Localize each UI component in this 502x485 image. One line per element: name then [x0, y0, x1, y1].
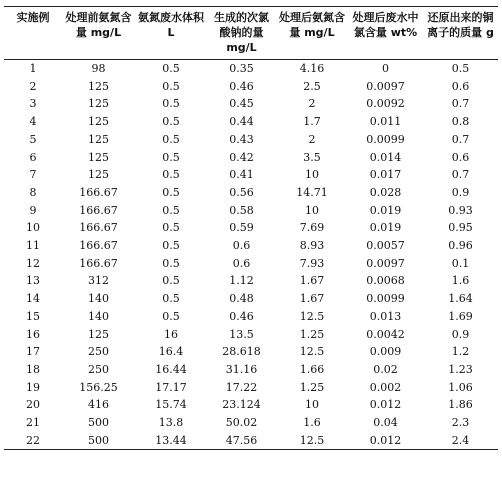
cell-ammonia-after: 10 [305, 168, 319, 182]
cell-ammonia-before: 156.25 [79, 380, 118, 394]
table-row [4, 343, 498, 361]
cell-ammonia-before: 166.67 [79, 239, 118, 253]
table-body [4, 60, 498, 450]
cell-wastewater-volume: 15.74 [155, 398, 187, 412]
cell-wastewater-volume: 13.44 [155, 433, 187, 447]
header-hypochlorite-amount: 生成的次氯酸钠的量 mg/L [214, 11, 269, 54]
cell-ammonia-before: 125 [88, 97, 109, 111]
cell-copper-mass: 0.1 [451, 256, 470, 270]
cell-hypochlorite-amount: 1.12 [229, 274, 254, 288]
cell-example: 1 [29, 62, 37, 75]
cell-copper-mass: 1.06 [448, 380, 473, 394]
cell-example: 3 [29, 97, 37, 111]
cell-example: 13 [26, 274, 40, 288]
cell-hypochlorite-amount: 23.124 [222, 398, 261, 412]
cell-chlorine-content: 0 [382, 62, 389, 75]
table-header [4, 7, 498, 60]
table-row [4, 379, 498, 397]
cell-copper-mass: 1.64 [448, 292, 473, 306]
cell-hypochlorite-amount: 0.42 [229, 150, 254, 164]
header-wastewater-volume: 氨氮废水体积 L [138, 11, 204, 39]
cell-example: 19 [26, 380, 40, 394]
cell-wastewater-volume: 16 [164, 327, 178, 341]
cell-copper-mass: 0.7 [451, 132, 470, 146]
cell-hypochlorite-amount: 0.46 [229, 79, 254, 93]
cell-copper-mass: 0.93 [448, 203, 473, 217]
cell-hypochlorite-amount: 0.41 [229, 168, 254, 182]
cell-ammonia-before: 125 [88, 132, 109, 146]
results-table [4, 6, 498, 450]
cell-wastewater-volume: 0.5 [162, 168, 180, 182]
cell-example: 8 [29, 185, 37, 199]
cell-ammonia-before: 166.67 [79, 221, 118, 235]
cell-copper-mass: 1.86 [448, 398, 473, 412]
cell-copper-mass: 0.6 [451, 150, 470, 164]
cell-wastewater-volume: 0.5 [162, 79, 180, 93]
cell-wastewater-volume: 0.5 [162, 221, 180, 235]
cell-wastewater-volume: 0.5 [162, 203, 180, 217]
cell-chlorine-content: 0.019 [369, 203, 402, 217]
cell-ammonia-after: 10 [305, 203, 319, 217]
cell-chlorine-content: 0.012 [369, 398, 402, 412]
cell-hypochlorite-amount: 47.56 [225, 433, 258, 447]
cell-wastewater-volume: 0.5 [162, 132, 180, 146]
cell-ammonia-before: 500 [88, 433, 109, 447]
table-row [4, 272, 498, 290]
table-row [4, 414, 498, 432]
cell-ammonia-after: 14.71 [296, 185, 328, 199]
table-row [4, 149, 498, 167]
cell-chlorine-content: 0.017 [369, 168, 402, 182]
cell-hypochlorite-amount: 0.45 [229, 97, 254, 111]
cell-example: 16 [26, 327, 40, 341]
cell-ammonia-after: 12.5 [299, 345, 325, 359]
cell-example: 22 [26, 433, 40, 447]
cell-chlorine-content: 0.013 [369, 309, 402, 323]
table-row [4, 95, 498, 113]
cell-chlorine-content: 0.019 [369, 221, 402, 235]
cell-example: 6 [29, 150, 37, 164]
cell-example: 14 [26, 292, 40, 306]
cell-example: 20 [26, 398, 40, 412]
cell-chlorine-content: 0.002 [369, 380, 402, 394]
cell-chlorine-content: 0.02 [373, 362, 398, 376]
cell-ammonia-after: 1.25 [299, 327, 325, 341]
cell-ammonia-before: 166.67 [79, 203, 118, 217]
cell-ammonia-after: 10 [305, 398, 319, 412]
cell-wastewater-volume: 16.4 [158, 345, 184, 359]
cell-ammonia-after: 4.16 [299, 62, 325, 75]
cell-hypochlorite-amount: 31.16 [225, 362, 258, 376]
cell-ammonia-after: 3.5 [303, 150, 321, 164]
cell-ammonia-after: 12.5 [299, 433, 325, 447]
cell-copper-mass: 0.9 [451, 185, 470, 199]
header-ammonia-after: 处理后氨氮含量 mg/L [279, 11, 345, 39]
table-row [4, 166, 498, 184]
header-copper-mass: 还原出来的铜离子的质量 g [427, 11, 494, 39]
cell-ammonia-before: 140 [88, 309, 109, 323]
cell-wastewater-volume: 0.5 [162, 292, 180, 306]
table-row [4, 219, 498, 237]
cell-ammonia-before: 166.67 [79, 185, 118, 199]
cell-ammonia-after: 1.67 [299, 292, 325, 306]
cell-copper-mass: 0.8 [451, 115, 470, 129]
cell-chlorine-content: 0.014 [369, 150, 402, 164]
cell-hypochlorite-amount: 0.46 [229, 309, 254, 323]
cell-example: 9 [29, 203, 37, 217]
cell-hypochlorite-amount: 0.35 [229, 62, 254, 75]
table-row [4, 396, 498, 414]
cell-chlorine-content: 0.0097 [366, 256, 405, 270]
cell-wastewater-volume: 0.5 [162, 150, 180, 164]
cell-wastewater-volume: 13.8 [158, 416, 184, 430]
header-chlorine-content: 处理后废水中氯含量 wt% [352, 11, 419, 39]
cell-ammonia-after: 1.66 [299, 362, 325, 376]
cell-ammonia-after: 1.67 [299, 274, 325, 288]
cell-wastewater-volume: 0.5 [162, 309, 180, 323]
cell-hypochlorite-amount: 0.43 [229, 132, 254, 146]
cell-copper-mass: 2.3 [451, 416, 470, 430]
cell-example: 17 [26, 345, 40, 359]
table-row [4, 326, 498, 344]
cell-hypochlorite-amount: 13.5 [229, 327, 254, 341]
table-row [4, 202, 498, 220]
cell-wastewater-volume: 0.5 [162, 115, 180, 129]
cell-ammonia-after: 8.93 [299, 239, 325, 253]
cell-ammonia-before: 166.67 [79, 256, 118, 270]
cell-ammonia-before: 98 [91, 62, 106, 75]
cell-ammonia-before: 140 [88, 292, 109, 306]
cell-chlorine-content: 0.009 [369, 345, 402, 359]
cell-ammonia-before: 500 [88, 416, 109, 430]
cell-hypochlorite-amount: 0.6 [232, 239, 251, 253]
cell-ammonia-after: 2.5 [303, 79, 321, 93]
cell-ammonia-after: 2 [308, 132, 316, 146]
cell-copper-mass: 0.96 [448, 239, 473, 253]
cell-hypochlorite-amount: 0.56 [229, 185, 254, 199]
table-row [4, 113, 498, 131]
cell-example: 21 [26, 416, 40, 430]
cell-copper-mass: 1.6 [451, 274, 470, 288]
cell-hypochlorite-amount: 0.48 [229, 292, 254, 306]
cell-copper-mass: 0.9 [451, 327, 470, 341]
cell-ammonia-before: 250 [88, 345, 109, 359]
cell-example: 18 [26, 362, 40, 376]
cell-wastewater-volume: 0.5 [162, 62, 180, 75]
cell-hypochlorite-amount: 50.02 [225, 416, 258, 430]
table-row [4, 432, 498, 450]
cell-hypochlorite-amount: 17.22 [225, 380, 258, 394]
cell-wastewater-volume: 0.5 [162, 185, 180, 199]
cell-copper-mass: 1.23 [448, 362, 473, 376]
cell-ammonia-before: 125 [88, 168, 109, 182]
cell-chlorine-content: 0.011 [369, 115, 402, 129]
cell-ammonia-before: 312 [88, 274, 109, 288]
cell-copper-mass: 0.6 [451, 79, 470, 93]
cell-ammonia-after: 1.6 [303, 416, 321, 430]
cell-copper-mass: 2.4 [451, 433, 470, 447]
cell-hypochlorite-amount: 0.44 [229, 115, 254, 129]
cell-copper-mass: 0.5 [451, 62, 470, 75]
cell-chlorine-content: 0.0097 [366, 79, 405, 93]
cell-ammonia-after: 2 [308, 97, 316, 111]
cell-chlorine-content: 0.0042 [366, 327, 405, 341]
cell-hypochlorite-amount: 0.59 [229, 221, 254, 235]
cell-chlorine-content: 0.0057 [366, 239, 405, 253]
cell-copper-mass: 0.95 [448, 221, 473, 235]
cell-wastewater-volume: 0.5 [162, 97, 180, 111]
header-row [4, 7, 498, 60]
table-row [4, 60, 498, 78]
cell-copper-mass: 1.69 [448, 309, 473, 323]
cell-example: 4 [29, 115, 37, 129]
cell-example: 15 [26, 309, 40, 323]
cell-ammonia-before: 416 [88, 398, 109, 412]
table-row [4, 290, 498, 308]
cell-chlorine-content: 0.0099 [366, 132, 405, 146]
cell-ammonia-after: 1.7 [303, 115, 321, 129]
table-row [4, 78, 498, 96]
cell-example: 2 [29, 79, 37, 93]
cell-ammonia-before: 125 [88, 150, 109, 164]
cell-wastewater-volume: 0.5 [162, 274, 180, 288]
cell-chlorine-content: 0.04 [373, 416, 398, 430]
cell-hypochlorite-amount: 0.6 [232, 256, 251, 270]
header-example: 实施例 [16, 11, 50, 24]
cell-chlorine-content: 0.0092 [366, 97, 405, 111]
cell-ammonia-before: 250 [88, 362, 109, 376]
table-row [4, 131, 498, 149]
cell-ammonia-after: 7.69 [299, 221, 325, 235]
table-row [4, 237, 498, 255]
cell-copper-mass: 0.7 [451, 97, 470, 111]
cell-hypochlorite-amount: 0.58 [229, 203, 254, 217]
cell-wastewater-volume: 17.17 [155, 380, 187, 394]
cell-wastewater-volume: 0.5 [162, 256, 180, 270]
cell-example: 12 [26, 256, 40, 270]
table-row [4, 255, 498, 273]
header-ammonia-before: 处理前氨氮含量 mg/L [65, 11, 132, 39]
table-row [4, 184, 498, 202]
cell-ammonia-before: 125 [88, 327, 109, 341]
cell-copper-mass: 1.2 [451, 345, 470, 359]
table-row [4, 361, 498, 379]
cell-chlorine-content: 0.012 [369, 433, 402, 447]
cell-wastewater-volume: 16.44 [155, 362, 187, 376]
cell-example: 10 [26, 221, 40, 235]
cell-copper-mass: 0.7 [451, 168, 470, 182]
cell-ammonia-before: 125 [88, 115, 109, 129]
cell-chlorine-content: 0.0068 [366, 274, 405, 288]
cell-example: 11 [26, 239, 40, 253]
cell-hypochlorite-amount: 28.618 [222, 345, 261, 359]
cell-ammonia-after: 7.93 [299, 256, 325, 270]
cell-example: 7 [29, 168, 37, 182]
cell-example: 5 [29, 132, 37, 146]
cell-chlorine-content: 0.028 [369, 185, 402, 199]
cell-chlorine-content: 0.0099 [366, 292, 405, 306]
cell-wastewater-volume: 0.5 [162, 239, 180, 253]
cell-ammonia-after: 12.5 [299, 309, 325, 323]
cell-ammonia-before: 125 [88, 79, 109, 93]
cell-ammonia-after: 1.25 [299, 380, 325, 394]
table-row [4, 308, 498, 326]
